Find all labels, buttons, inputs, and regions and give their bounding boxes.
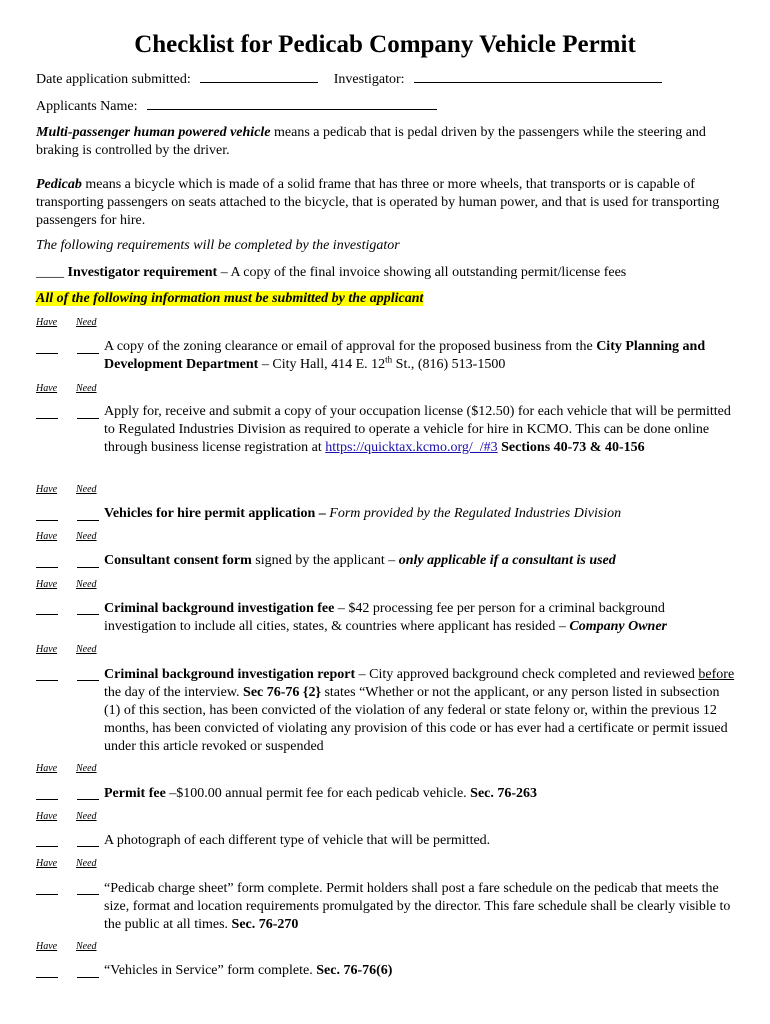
investigator-requirement-title: Investigator requirement: [67, 265, 218, 280]
item-vehicles-for-hire: [104, 505, 736, 523]
need-label: Need: [76, 763, 97, 774]
consultant-title: Consultant consent form: [104, 553, 252, 568]
in-service-section: Sec. 76-76(6): [316, 963, 393, 978]
need-checkbox-bg-fee[interactable]: [77, 614, 99, 615]
need-label: Need: [76, 811, 97, 822]
have-checkbox-bg-fee[interactable]: [36, 614, 58, 615]
charge-sheet-section: Sec. 76-270: [231, 917, 299, 932]
have-label: Have: [36, 579, 58, 590]
have-label: Have: [36, 941, 58, 952]
need-label: Need: [76, 858, 97, 869]
bg-fee-note: Company Owner: [569, 619, 667, 634]
consultant-text: signed by the applicant –: [251, 553, 399, 568]
need-checkbox-bg-report[interactable]: [77, 680, 99, 681]
item-photo: [104, 832, 736, 850]
need-label: Need: [76, 644, 97, 655]
have-checkbox-photo[interactable]: [36, 846, 58, 847]
pedicab-term: Pedicab: [36, 177, 82, 192]
have-checkbox-in-service[interactable]: [36, 977, 58, 978]
vfh-note: Form provided by the Regulated Industries Division: [329, 506, 622, 521]
item-consultant-consent: [104, 552, 736, 570]
bg-report-text3: states “Whether or not the applicant, or any person listed in subsection (1) of this section, has been convicted of the violation of any federal or state felony or, within the previous 12 months, has been convicted of violating any provision of this code or has ever had a certificate or permit issued under this article revoked or suspended: [104, 685, 728, 754]
need-checkbox-vfh[interactable]: [77, 520, 99, 521]
investigator-field[interactable]: [414, 70, 662, 83]
page-title: Checklist for Pedicab Company Vehicle Permit: [134, 31, 636, 58]
item-charge-sheet: [104, 880, 736, 934]
mphv-definition: [36, 124, 736, 160]
item-vehicles-in-service: [104, 962, 736, 980]
bg-fee-title: Criminal background investigation fee: [104, 601, 335, 616]
vfh-title: Vehicles for hire permit application –: [104, 506, 330, 521]
have-checkbox-consultant[interactable]: [36, 567, 58, 568]
investigator-label: Investigator:: [333, 72, 405, 87]
have-label: Have: [36, 317, 58, 328]
item-zoning: [104, 338, 736, 374]
zoning-department: City Planning and Development Department: [104, 339, 706, 372]
date-field-row: [36, 70, 662, 89]
need-label: Need: [76, 484, 97, 495]
investigator-intro: [36, 237, 736, 255]
need-label: Need: [76, 383, 97, 394]
investigator-requirement: [36, 264, 736, 282]
zoning-phone: St., (816) 513-1500: [392, 357, 506, 372]
item-background-fee: [104, 600, 736, 636]
consultant-note: only applicable if a consultant is used: [398, 553, 616, 568]
investigator-requirement-text: – A copy of the final invoice showing all outstanding permit/license fees: [217, 265, 627, 280]
applicant-heading: [36, 290, 736, 308]
have-label: Have: [36, 858, 58, 869]
have-checkbox-zoning[interactable]: [36, 353, 58, 354]
bg-fee-text: – $42 processing fee per person for a criminal background investigation to include all cities, states, & countries where applicant has resided –: [104, 601, 665, 634]
charge-sheet-text: “Pedicab charge sheet” form complete. Permit holders shall post a fare schedule on the pedicab that meets the size, format and location requirements promulgated by the director. This fare schedule shall be clearly visible to the public at all times.: [104, 881, 731, 932]
need-checkbox-charge-sheet[interactable]: [77, 894, 99, 895]
have-label: Have: [36, 484, 58, 495]
have-checkbox-charge-sheet[interactable]: [36, 894, 58, 895]
mphv-term: Multi-passenger human powered vehicle: [36, 125, 271, 140]
have-checkbox-permit-fee[interactable]: [36, 799, 58, 800]
mphv-text: means a pedicab that is pedal driven by the passengers while the steering and braking is controlled by the driver.: [36, 125, 706, 158]
permit-fee-section: Sec. 76-263: [470, 786, 538, 801]
permit-fee-title: Permit fee: [104, 786, 166, 801]
have-label: Have: [36, 531, 58, 542]
need-checkbox-in-service[interactable]: [77, 977, 99, 978]
in-service-text: “Vehicles in Service” form complete.: [104, 963, 317, 978]
item-background-report: [104, 666, 736, 756]
pedicab-text: means a bicycle which is made of a solid frame that has three or more wheels, that transports or is capable of transporting passengers on seats attached to the bicycle, that is operated by human power, and that is used for transporting passengers for hire.: [36, 177, 720, 228]
have-label: Have: [36, 811, 58, 822]
need-checkbox-zoning[interactable]: [77, 353, 99, 354]
pedicab-definition: [36, 176, 736, 230]
bg-report-text: – City approved background check completed and reviewed: [355, 667, 699, 682]
need-checkbox-permit-fee[interactable]: [77, 799, 99, 800]
occupation-sections: Sections 40-73 & 40-156: [497, 440, 645, 455]
have-label: Have: [36, 383, 58, 394]
applicants-field-row: [36, 97, 437, 116]
photo-text: A photograph of each different type of vehicle that will be permitted.: [104, 833, 491, 848]
zoning-sup: th: [385, 354, 393, 365]
need-label: Need: [76, 317, 97, 328]
need-checkbox-photo[interactable]: [77, 846, 99, 847]
have-checkbox-bg-report[interactable]: [36, 680, 58, 681]
bg-report-section: Sec 76-76 {2}: [243, 685, 321, 700]
need-checkbox-consultant[interactable]: [77, 567, 99, 568]
occupation-text: Apply for, receive and submit a copy of your occupation license ($12.50) for each vehicle that will be permitted to Regulated Industries Division as required to operate a vehicle for hire in KCMO. This can be done online through business license registration at: [104, 404, 731, 455]
quicktax-link[interactable]: https://quicktax.kcmo.org/_/#3: [325, 440, 498, 455]
date-submitted-field[interactable]: [200, 70, 318, 83]
bg-report-title: Criminal background investigation report: [104, 667, 356, 682]
zoning-text: A copy of the zoning clearance or email of approval for the proposed business from the: [104, 339, 597, 354]
need-checkbox-occupation[interactable]: [77, 418, 99, 419]
bg-report-text2: the day of the interview.: [104, 685, 244, 700]
need-label: Need: [76, 941, 97, 952]
have-label: Have: [36, 644, 58, 655]
date-submitted-label: Date application submitted:: [36, 72, 191, 87]
applicant-heading-text: All of the following information must be submitted by the applicant: [36, 291, 424, 306]
have-checkbox-occupation[interactable]: [36, 418, 58, 419]
have-label: Have: [36, 763, 58, 774]
have-checkbox-vfh[interactable]: [36, 520, 58, 521]
investigator-intro-text: The following requirements will be completed by the investigator: [36, 238, 400, 253]
need-label: Need: [76, 579, 97, 590]
item-permit-fee: [104, 785, 736, 803]
permit-fee-text: –$100.00 annual permit fee for each pedicab vehicle.: [165, 786, 471, 801]
investigator-checkbox-blank[interactable]: ____: [36, 265, 64, 280]
applicants-name-field[interactable]: [147, 97, 437, 110]
item-occupation-license: [104, 403, 736, 457]
applicants-name-label: Applicants Name:: [36, 99, 138, 114]
bg-report-before: before: [698, 667, 735, 682]
zoning-address: – City Hall, 414 E. 12: [258, 357, 386, 372]
need-label: Need: [76, 531, 97, 542]
